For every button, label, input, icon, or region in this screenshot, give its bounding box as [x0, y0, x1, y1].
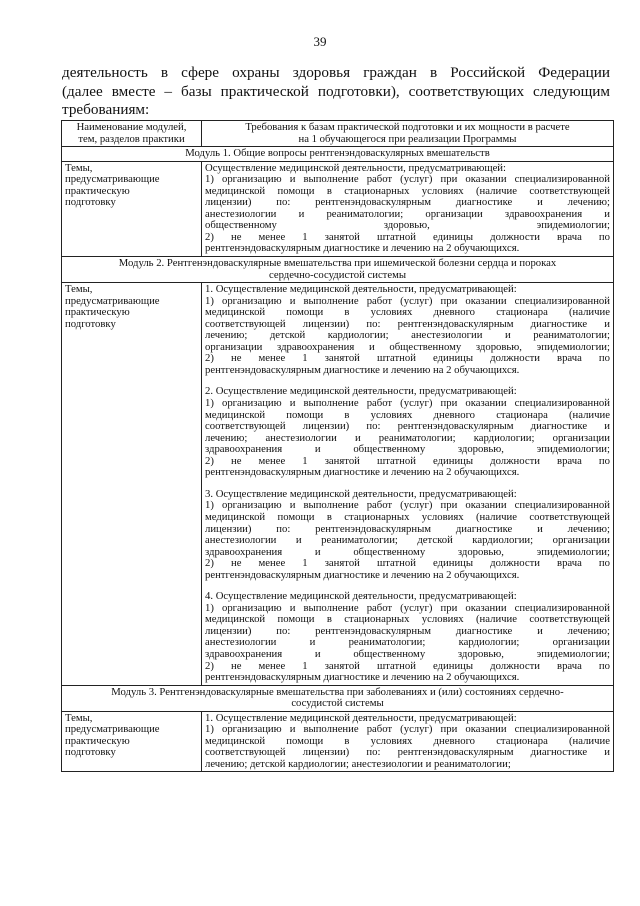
- requirement-line: 1) организацию и выполнение работ (услуг) при оказании специализированной: [205, 294, 610, 307]
- module-title-row: [62, 147, 614, 162]
- header-text: Наименование модулей,: [76, 121, 187, 133]
- requirement-line: лечению; детской кардиологии; анестезиологии и реаниматологии;: [205, 329, 610, 342]
- module-title-line: Модуль 3. Рентгенэндоваскулярные вмешательства при заболеваниях и (или) состояниях сердечно-: [111, 685, 564, 698]
- requirement-block: [205, 284, 610, 376]
- module-title-line: Модуль 2. Рентгенэндоваскулярные вмешательства при ишемической болезни сердца и пороках: [118, 257, 557, 270]
- requirement-block: [205, 489, 610, 581]
- module-title-row: [62, 685, 614, 711]
- requirement-line: анестезиологии и реаниматологии; организации здравоохранения и: [205, 207, 610, 220]
- requirements-cell: [202, 711, 614, 772]
- intro-line: деятельность в сфере охраны здоровья граждан в Российской Федерации: [62, 64, 610, 81]
- topics-line: практическую: [65, 306, 130, 319]
- topics-line: Темы,: [65, 161, 93, 174]
- topics-line: предусматривающие: [65, 723, 160, 736]
- topics-line: Темы,: [65, 711, 93, 724]
- requirement-line: лицензии) по: рентгенэндоваскулярным диагностике и лечению;: [205, 196, 610, 209]
- requirement-line: медицинской помощи в стационарных условиях (наличие соответствующей: [205, 510, 610, 523]
- topics-line: практическую: [65, 184, 130, 197]
- table-row: [62, 711, 614, 772]
- requirement-line: 4. Осуществление медицинской деятельности, предусматривающей:: [205, 590, 517, 603]
- intro-paragraph: [62, 64, 610, 120]
- intro-line: требованиям:: [62, 101, 150, 118]
- requirement-block: [205, 713, 610, 771]
- requirement-line: 1) организацию и выполнение работ (услуг) при оказании специализированной: [205, 173, 610, 186]
- requirement-line: 2. Осуществление медицинской деятельности, предусматривающей:: [205, 385, 517, 398]
- page-number: 39: [313, 34, 327, 49]
- topics-line: подготовку: [65, 317, 116, 330]
- header-requirements: [202, 121, 614, 147]
- module-title-line: сосудистой системы: [291, 697, 384, 710]
- requirement-line: лицензии) по: рентгенэндоваскулярным диагностике и лечению;: [205, 522, 610, 535]
- requirement-line: лицензии) по: рентгенэндоваскулярным диагностике и лечению;: [205, 624, 610, 637]
- requirement-line: медицинской помощи в стационарных условиях (наличие соответствующей: [205, 613, 610, 626]
- requirement-line: анестезиологии и реаниматологии; детской кардиологии; организации: [205, 534, 610, 547]
- requirement-line: лечению; анестезиологии и реаниматологии; кардиологии; организации: [205, 431, 610, 444]
- requirement-block: [205, 591, 610, 683]
- requirement-line: медицинской помощи в условиях дневного стационара (наличие: [205, 306, 610, 319]
- requirement-line: здравоохранения и общественному здоровью, эпидемиологии;: [205, 647, 610, 660]
- requirement-line: Осуществление медицинской деятельности, предусматривающей:: [205, 161, 506, 174]
- requirement-line: общественному здоровью, эпидемиологии;: [205, 219, 610, 232]
- table-header-row: [62, 121, 614, 147]
- requirement-line: организации здравоохранения и общественному здоровью, эпидемиологии;: [205, 340, 610, 353]
- module-title-line: сердечно-сосудистой системы: [268, 268, 407, 281]
- requirement-line: рентгенэндоваскулярным диагностике и лечению на 2 обучающихся.: [205, 466, 520, 479]
- requirement-line: 1) организацию и выполнение работ (услуг) при оказании специализированной: [205, 601, 610, 614]
- requirement-line: соответствующей лицензии) по: рентгенэндоваскулярным диагностике и: [205, 746, 610, 759]
- requirement-line: здравоохранения и общественному здоровью, эпидемиологии;: [205, 443, 610, 456]
- topics-line: предусматривающие: [65, 173, 160, 186]
- module-title: [62, 257, 614, 283]
- header-text: на 1 обучающегося при реализации Программы: [298, 132, 517, 145]
- module-title: [62, 147, 614, 162]
- header-modules: [62, 121, 202, 147]
- module-title-line: Модуль 1. Общие вопросы рентгенэндоваскулярных вмешательств: [185, 147, 490, 160]
- requirement-line: рентгенэндоваскулярным диагностике и лечению на 2 обучающихся.: [205, 242, 520, 255]
- topics-line: предусматривающие: [65, 294, 160, 307]
- requirement-line: 3. Осуществление медицинской деятельности, предусматривающей:: [205, 487, 517, 500]
- topics-line: практическую: [65, 734, 130, 747]
- requirement-line: 2) не менее 1 занятой штатной единицы должности врача по: [205, 230, 610, 243]
- requirements-cell: [202, 161, 614, 256]
- requirement-line: анестезиологии и реаниматологии; кардиологии; организации: [205, 636, 610, 649]
- topics-line: Темы,: [65, 283, 93, 296]
- requirement-line: соответствующей лицензии) по: рентгенэндоваскулярным диагностике и: [205, 420, 610, 433]
- topics-cell: [62, 283, 202, 686]
- intro-line: (далее вместе – базы практической подготовки), соответствующих следующим: [62, 82, 610, 100]
- requirement-line: рентгенэндоваскулярным диагностике и лечению на 2 обучающихся.: [205, 671, 520, 684]
- topics-line: подготовку: [65, 196, 116, 209]
- requirement-line: 1) организацию и выполнение работ (услуг) при оказании специализированной: [205, 723, 610, 736]
- requirement-block: [205, 386, 610, 478]
- requirement-line: лечению; детской кардиологии; анестезиологии и реаниматологии;: [205, 757, 511, 770]
- requirement-line: 1) организацию и выполнение работ (услуг) при оказании специализированной: [205, 397, 610, 410]
- requirement-line: медицинской помощи в условиях дневного стационара (наличие: [205, 734, 610, 747]
- requirement-line: медицинской помощи в условиях дневного стационара (наличие: [205, 408, 610, 421]
- requirement-line: медицинской помощи в стационарных условиях (наличие соответствующей: [205, 184, 610, 197]
- requirement-line: 2) не менее 1 занятой штатной единицы должности врача по: [205, 557, 610, 570]
- requirements-table: [61, 120, 614, 772]
- header-text: Требования к базам практической подготовки и их мощности в расчете: [245, 121, 570, 133]
- module-title: [62, 685, 614, 711]
- requirement-line: здравоохранения и общественному здоровью, эпидемиологии;: [205, 545, 610, 558]
- module-title-row: [62, 257, 614, 283]
- table-row: [62, 161, 614, 256]
- requirement-line: 2) не менее 1 занятой штатной единицы должности врача по: [205, 659, 610, 672]
- header-text: тем, разделов практики: [78, 132, 185, 145]
- topics-cell: [62, 161, 202, 256]
- requirement-line: 2) не менее 1 занятой штатной единицы должности врача по: [205, 352, 610, 365]
- requirement-line: 2) не менее 1 занятой штатной единицы должности врача по: [205, 454, 610, 467]
- requirement-line: 1. Осуществление медицинской деятельности, предусматривающей:: [205, 283, 517, 296]
- table-row: [62, 283, 614, 686]
- requirement-line: соответствующей лицензии) по: рентгенэндоваскулярным диагностике и: [205, 317, 610, 330]
- requirement-block: [205, 163, 610, 255]
- requirement-line: рентгенэндоваскулярным диагностике и лечению на 2 обучающихся.: [205, 363, 520, 376]
- topics-cell: [62, 711, 202, 772]
- topics-line: подготовку: [65, 746, 116, 759]
- requirement-line: рентгенэндоваскулярным диагностике и лечению на 2 обучающихся.: [205, 568, 520, 581]
- requirements-cell: [202, 283, 614, 686]
- requirement-line: 1. Осуществление медицинской деятельности, предусматривающей:: [205, 711, 517, 724]
- requirement-line: 1) организацию и выполнение работ (услуг) при оказании специализированной: [205, 499, 610, 512]
